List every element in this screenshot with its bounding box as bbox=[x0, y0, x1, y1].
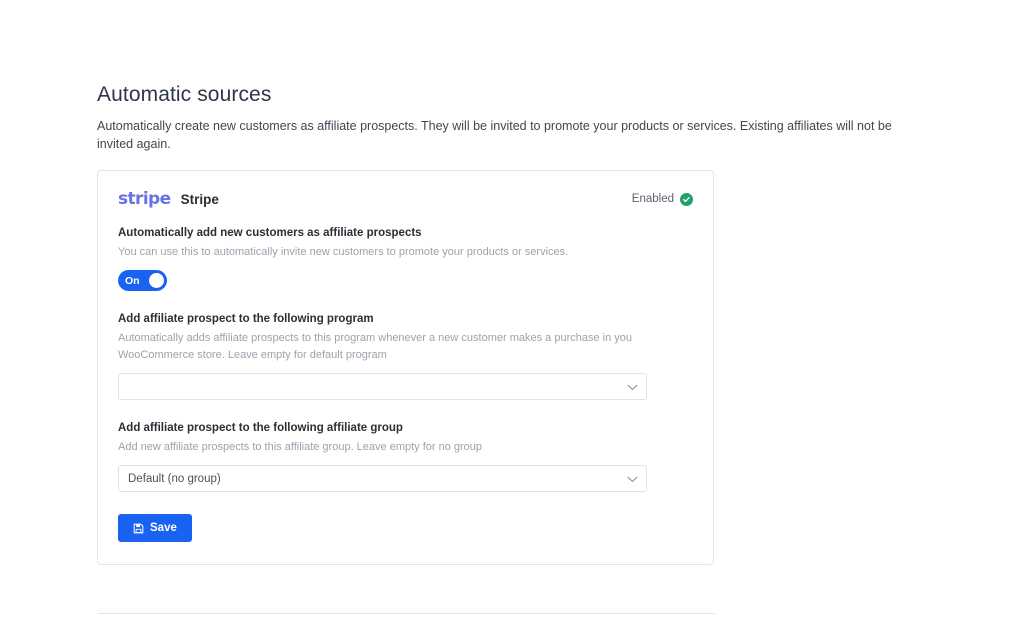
program-help: Automatically adds affiliate prospects to this program whenever a new customer makes a purchase in you WooCommerce store. Leave empty for default program bbox=[118, 332, 632, 362]
status-label: Enabled bbox=[631, 193, 674, 205]
provider-brand bbox=[118, 189, 219, 209]
program-label: Add affiliate prospect to the following program bbox=[118, 313, 374, 326]
program-select-wrapper bbox=[118, 373, 647, 400]
program-section bbox=[118, 313, 693, 400]
auto-add-label: Automatically add new customers as affiliate prospects bbox=[118, 227, 422, 239]
toggle-state-label: On bbox=[125, 274, 140, 287]
save-button[interactable] bbox=[118, 514, 192, 542]
group-help: Add new affiliate prospects to this affiliate group. Leave empty for no group bbox=[118, 441, 483, 454]
auto-add-toggle[interactable] bbox=[118, 270, 167, 291]
group-select-wrapper bbox=[118, 465, 647, 492]
save-button-label: Save bbox=[150, 522, 177, 535]
group-select[interactable]: Default (no group) bbox=[118, 465, 647, 492]
status-badge bbox=[632, 193, 693, 206]
card-header bbox=[118, 189, 693, 209]
toggle-knob bbox=[149, 273, 164, 288]
page-description: Automatically create new customers as affiliate prospects. They will be invited to promote your products or services. Existing affiliates will not be invited again. bbox=[97, 119, 892, 152]
floppy-disk-icon bbox=[133, 523, 144, 534]
auto-add-section bbox=[118, 227, 693, 313]
content-area bbox=[97, 82, 937, 535]
group-section bbox=[118, 422, 693, 492]
automatic-source-card-stripe bbox=[97, 170, 714, 565]
page-title: Automatic sources bbox=[97, 83, 272, 106]
section-divider bbox=[98, 613, 715, 614]
provider-name: Stripe bbox=[180, 191, 219, 207]
group-label: Add affiliate prospect to the following affiliate group bbox=[118, 422, 403, 435]
check-circle-icon bbox=[680, 193, 693, 206]
auto-add-help: You can use this to automatically invite new customers to promote your products or services. bbox=[118, 246, 569, 258]
stripe-logo-icon: stripe bbox=[118, 189, 171, 209]
program-select[interactable] bbox=[118, 373, 647, 400]
